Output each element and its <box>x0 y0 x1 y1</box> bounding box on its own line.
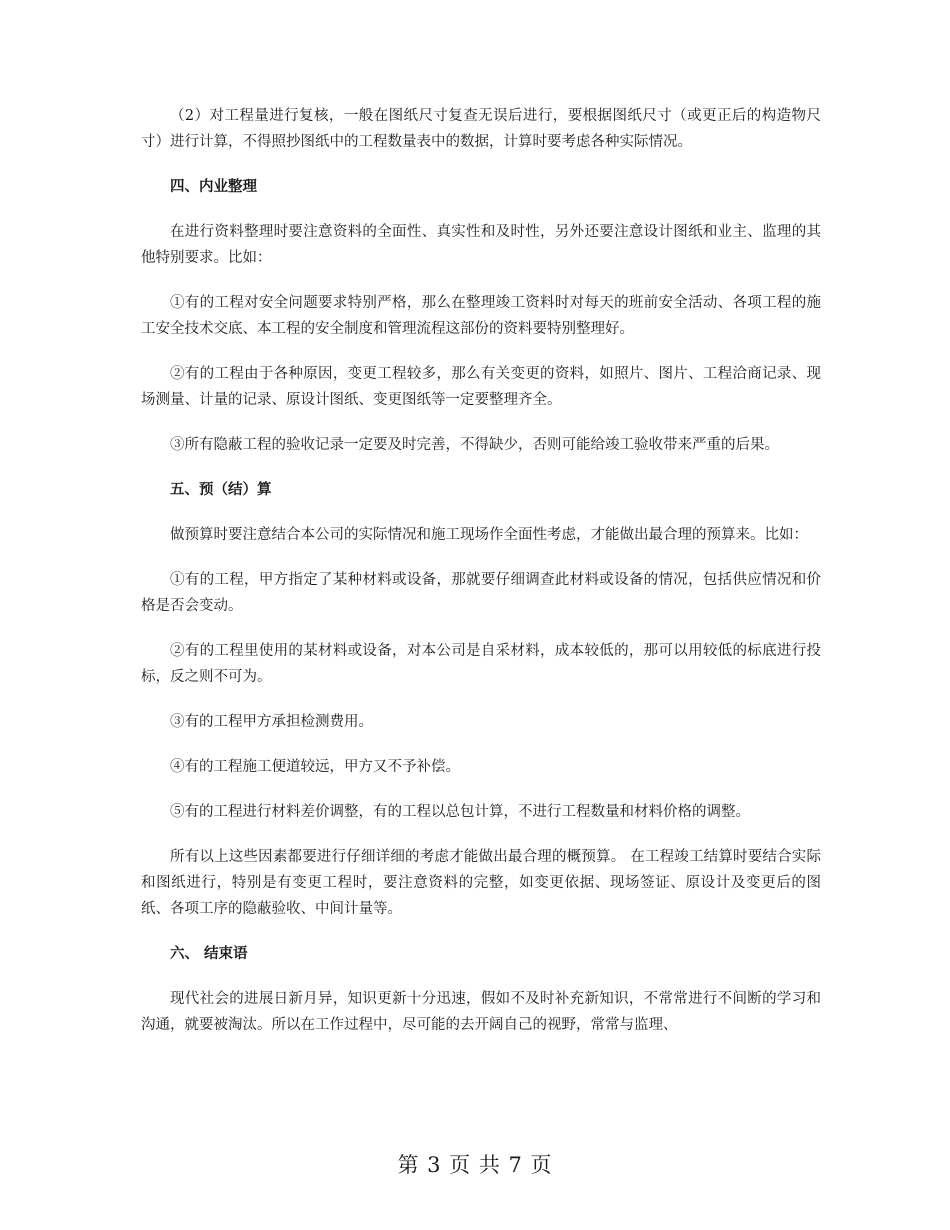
paragraph-item-safety: ①有的工程对安全问题要求特别严格，那么在整理竣工资料时对每天的班前安全活动、各项工程的施工安全技术交底、本工程的安全制度和管理流程这部份的资料要特别整理好。 <box>141 295 821 337</box>
paragraph-settlement: 所有以上这些因素都要进行仔细详细的考虑才能做出最合理的概预算。 在工程竣工结算时要结合实际和图纸进行，特别是有变更工程时，要注意资料的完整，如变更依据、现场签证、原设计及变更后的图纸、各项工序的隐蔽验收、中间计量等。 <box>141 849 821 917</box>
document-body <box>141 103 821 1057</box>
page-number-footer: 第 3 页 共 7 页 <box>397 1153 553 1177</box>
section-heading-internal-work: 四、内业整理 <box>170 178 257 195</box>
paragraph-budget-item-4: ④有的工程施工便道较远，甲方又不予补偿。 <box>170 759 460 775</box>
paragraph-budget-item-1: ①有的工程，甲方指定了某种材料或设备，那就要仔细调查此材料或设备的情况，包括供应情况和价格是否会变动。 <box>141 572 821 614</box>
section-heading-conclusion: 六、 结束语 <box>170 945 248 962</box>
paragraph-budget-item-3: ③有的工程甲方承担检测费用。 <box>170 714 373 730</box>
paragraph-budget-item-2: ②有的工程里使用的某材料或设备，对本公司是自采材料，成本较低的，那可以用较低的标底进行投标，反之则不可为。 <box>141 643 821 685</box>
paragraph-conclusion: 现代社会的进展日新月异，知识更新十分迅速，假如不及时补充新知识，不常常进行不间断的学习和沟通，就要被淘汰。所以在工作过程中，尽可能的去开阔自己的视野，常常与监理、 <box>141 991 821 1033</box>
paragraph-data-organization: 在进行资料整理时要注意资料的全面性、真实性和及时性，另外还要注意设计图纸和业主、监理的其他特别要求。比如： <box>141 224 821 266</box>
paragraph-item-changes: ②有的工程由于各种原因，变更工程较多，那么有关变更的资料，如照片、图片、工程洽商记录、现场测量、计量的记录、原设计图纸、变更图纸等一定要整理齐全。 <box>141 366 821 408</box>
section-heading-budget: 五、预（结）算 <box>170 481 272 498</box>
paragraph-budget-intro: 做预算时要注意结合本公司的实际情况和施工现场作全面性考虑，才能做出最合理的预算来。比如： <box>170 527 808 543</box>
paragraph-budget-item-5: ⑤有的工程进行材料差价调整，有的工程以总包计算，不进行工程数量和材料价格的调整。 <box>170 804 750 820</box>
paragraph-quantity-review: （2）对工程量进行复核，一般在图纸尺寸复查无误后进行，要根据图纸尺寸（或更正后的构造物尺寸）进行计算，不得照抄图纸中的工程数量表中的数据，计算时要考虑各种实际情况。 <box>141 108 821 150</box>
paragraph-item-hidden-works: ③所有隐蔽工程的验收记录一定要及时完善，不得缺少，否则可能给竣工验收带来严重的后果。 <box>170 437 779 453</box>
